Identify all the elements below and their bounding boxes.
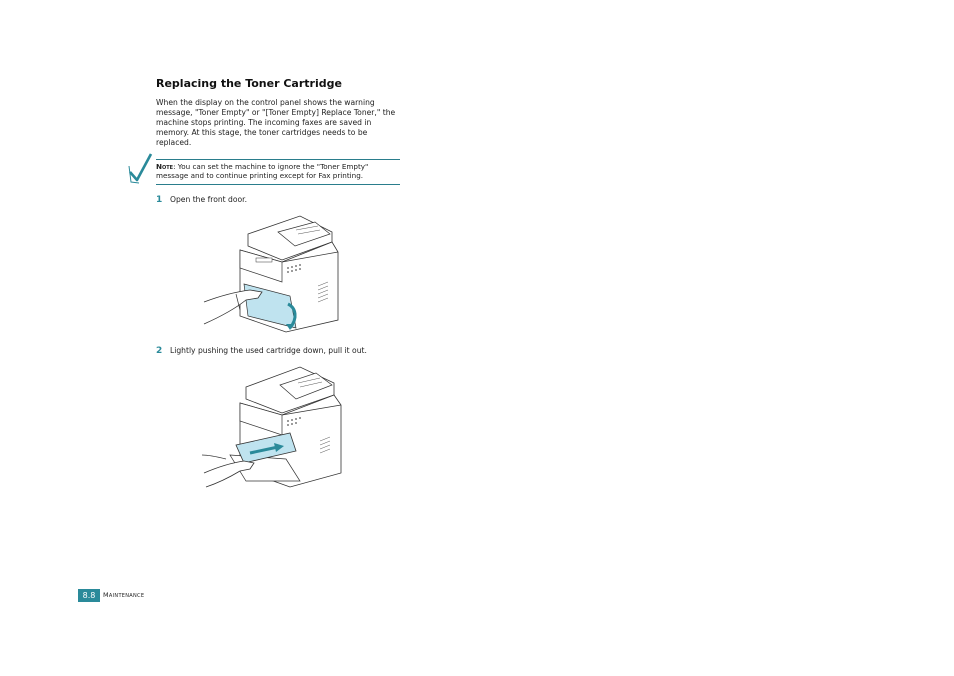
step-number: 2 bbox=[156, 346, 163, 356]
intro-paragraph: When the display on the control panel shows the warning message, "Toner Empty" or "[Toner Empty] Replace Toner," the machine stops printing. The incoming faxes are saved in memory. At this stage, the toner cartridges needs to be replaced. bbox=[156, 98, 396, 147]
step-number: 1 bbox=[156, 195, 163, 205]
step-1 bbox=[156, 195, 247, 205]
chapter-label: Maintenance bbox=[103, 591, 145, 599]
printer-remove-cartridge-illustration bbox=[200, 363, 350, 491]
step-text: Lightly pushing the used cartridge down, pull it out. bbox=[170, 346, 367, 355]
section-heading: Replacing the Toner Cartridge bbox=[156, 77, 342, 90]
page-number-badge: 8.8 bbox=[78, 589, 100, 602]
note-text bbox=[156, 162, 400, 181]
checkmark-note-icon bbox=[127, 152, 153, 184]
printer-open-front-door-illustration bbox=[200, 212, 345, 334]
note-body: : You can set the machine to ignore the "Toner Empty" message and to continue printing except for Fax printing. bbox=[156, 162, 369, 181]
step-2 bbox=[156, 346, 367, 356]
note-label: Note bbox=[156, 162, 174, 171]
step-text: Open the front door. bbox=[170, 195, 248, 204]
